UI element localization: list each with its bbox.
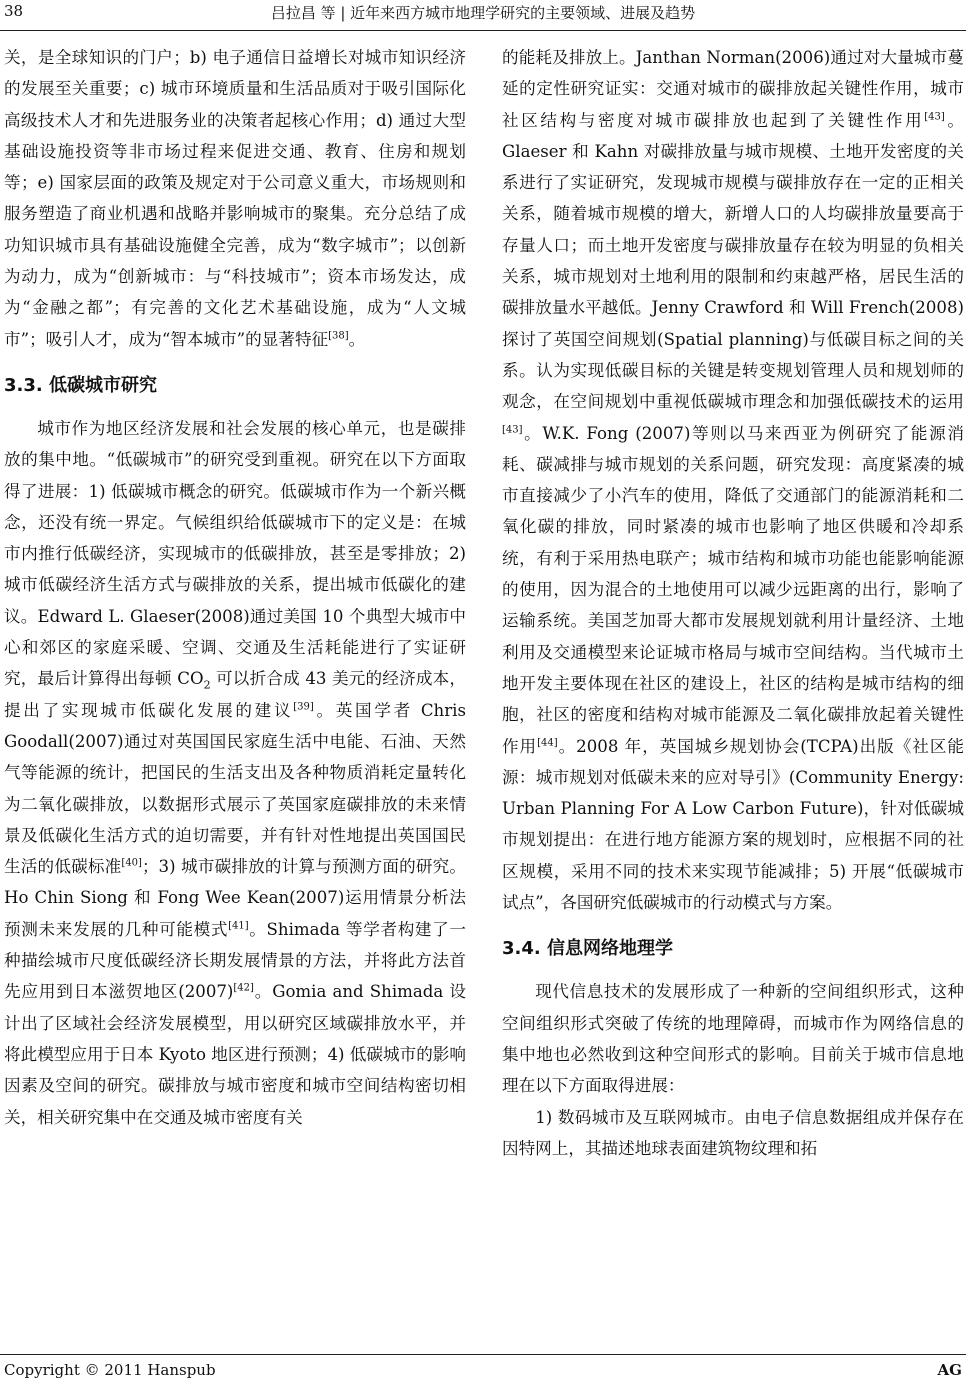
left-column bbox=[4, 42, 466, 1133]
paragraph: 关，是全球知识的门户；b) 电子通信日益增长对城市知识经济的发展至关重要；c) 城市环境质量和生活品质对于吸引国际化高级技术人才和先进服务业的决策者起核心作用；d) 通过大型基础设施投资等非市场过程来促进交通、教育、住房和规划等；e) 国家层面的政策及规定对于公司意义重大，市场规则和服务塑造了商业机遇和战略并影响城市的聚集。充分总结了成功知识城市具有基础设施健全完善，成为“数字城市”；以创新为动力，成为“创新城市：与“科技城市”；资本市场发达，成为“金融之都”；有完善的文化艺术基础设施，成为“人文城市”；吸引人才，成为“智本城市”的显著特征[38]。 bbox=[4, 48, 466, 349]
right-column bbox=[502, 42, 964, 1164]
page-footer bbox=[0, 1354, 966, 1385]
paragraph: 1) 数码城市及互联网城市。由电子信息数据组成并保存在因特网上，其描述地球表面建筑物纹理和拓 bbox=[502, 1107, 964, 1158]
citation[interactable]: [44] bbox=[537, 737, 558, 748]
paragraph: 城市作为地区经济发展和社会发展的核心单元，也是碳排放的集中地。“低碳城市”的研究受到重视。研究在以下方面取得了进展：1) 低碳城市概念的研究。低碳城市作为一个新兴概念，还没有统一界定。气候组织给低碳城市下的定义是：在城市内推行低碳经济，实现城市的低碳排放，甚至是零排放；2) 城市低碳经济生活方式与碳排放的关系，提出城市低碳化的建议。Edward L. Glaeser(2008)通过美国 10 个典型大城市中心和郊区的家庭采暖、空调、交通及生活耗能进行了实证研究，最后计算得出每顿 $CO_2$ 可以折合成 43 美元的经济成本，提出了实现城市低碳化发展的建议[39]。英国学者 Chris Goodall(2007)通过对英国国民家庭生活中电能、石油、天然气等能源的统计，把国民的生活支出及各种物质消耗定量转化为二氧化碳排放，以数据形式展示了英国家庭碳排放的未来情景及低碳化生活方式的迫切需要，并有针对性地提出英国国民生活的低碳标准[40]；3) 城市碳排放的计算与预测方面的研究。Ho Chin Siong 和 Fong Wee Kean(2007)运用情景分析法预测未来发展的几种可能模式[41]。Shimada 等学者构建了一种描绘城市尺度低碳经济长期发展情景的方法，并将此方法首先应用到日本滋贺地区(2007)[42]。Gomia and Shimada 设计出了区域社会经济发展模型，用以研究区域碳排放水平，并将此模型应用于日本 Kyoto 地区进行预测；4) 低碳城市的影响因素及空间的研究。碳排放与城市密度和城市空间结构密切相关，相关研究集中在交通及城市密度有关 bbox=[4, 418, 467, 1127]
citation[interactable]: [42] bbox=[233, 982, 254, 994]
citation[interactable]: [43] bbox=[924, 111, 945, 123]
running-title: 吕拉昌 等 | 近年来西方城市地理学研究的主要领域、进展及趋势 bbox=[270, 4, 696, 22]
citation[interactable]: [39] bbox=[293, 701, 314, 713]
citation[interactable]: [38] bbox=[328, 330, 349, 342]
journal-abbreviation: AG bbox=[937, 1361, 962, 1379]
copyright-notice: Copyright © 2011 Hanspub bbox=[4, 1361, 216, 1379]
citation[interactable]: [43] bbox=[502, 424, 523, 436]
paragraph: 现代信息技术的发展形成了一种新的空间组织形式，这种空间组织形式突破了传统的地理障碍，而城市作为网络信息的集中地也必然收到这种空间形式的影响。目前关于城市信息地理在以下方面取得进展： bbox=[502, 982, 964, 1096]
section-heading: 3.3. 低碳城市研究 bbox=[4, 374, 157, 396]
section-heading: 3.4. 信息网络地理学 bbox=[502, 938, 673, 960]
page-number: 38 bbox=[4, 2, 24, 20]
paragraph: 的能耗及排放上。Janthan Norman(2006)通过对大量城市蔓延的定性研究证实：交通对城市的碳排放起关键性作用，城市社区结构与密度对城市碳排放也起到了关键性作用[43]。Glaeser 和 Kahn 对碳排放量与城市规模、土地开发密度的关系进行了实证研究，发现城市规模与碳排放存在一定的正相关关系，随着城市规模的增大，新增人口的人均碳排放量要高于存量人口；而土地开发密度与碳排放量存在较为明显的负相关关系，城市规划对土地利用的限制和约束越严格，居民生活的碳排放量水平越低。Jenny Crawford 和 Will French(2008)探讨了英国空间规划(Spatial planning)与低碳目标之间的关系。认为实现低碳目标的关键是转变规划管理人员和规划师的观念，在空间规划中重视低碳城市理念和加强低碳技术的运用[43]。W.K. Fong (2007)等则以马来西亚为例研究了能源消耗、碳减排与城市规划的关系问题，研究发现：高度紧凑的城市直接减少了小汽车的使用，降低了交通部门的能源消耗和二氧化碳的排放，同时紧凑的城市也影响了地区供暖和冷却系统，有利于采用热电联产；城市结构和城市功能也能影响能源的使用，因为混合的土地使用可以减少远距离的出行，影响了运输系统。美国芝加哥大都市发展规划就利用计量经济、土地利用及交通模型来论证城市格局与城市空间结构。当代城市土地开发主要体现在社区的建设上，社区的结构是城市结构的细胞，社区的密度和结构对城市能源及二氧化碳排放起着关键性作用[44]。2008 年，英国城乡规划协会(TCPA)出版《社区能源：城市规划对低碳未来的应对导引》(Community Energy: Urban Planning For A Low Carbon Future)，针对低碳城市规划提出：在进行地方能源方案的规划时，应根据不同的社区规模，采用不同的技术来实现节能减排；5) 开展“低碳城市试点”，各国研究低碳城市的行动模式与方案。 bbox=[502, 48, 965, 913]
subscript: 2 bbox=[203, 678, 211, 692]
page-header bbox=[0, 0, 966, 31]
citation[interactable]: [41] bbox=[228, 920, 249, 932]
citation[interactable]: [40] bbox=[121, 857, 142, 869]
